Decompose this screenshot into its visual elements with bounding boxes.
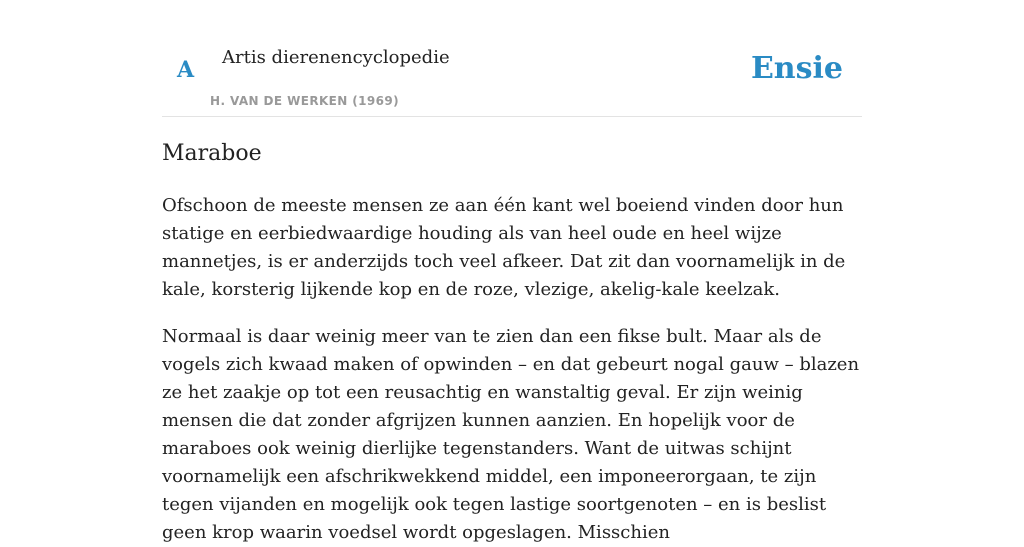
article (162, 138, 872, 547)
source-title[interactable]: Artis dierenencyclopedie (222, 47, 450, 68)
article-paragraph-1: Ofschoon de meeste mensen ze aan één kant wel boeiend vinden door hun statige en eerbiedwaardige houding als van heel oude en heel wijze mannetjes, is er anderzijds toch veel afkeer. Dat zit dan voornamelijk in de kale, korsterig lijkende kop en de roze, vlezige, akelig-kale keelzak. (162, 195, 846, 300)
article-paragraph-2: Normaal is daar weinig meer van te zien dan een fikse bult. Maar als de vogels zich kwaad maken of opwinden – en dat gebeurt nogal gauw – blazen ze het zaakje op tot een reusachtig en wanstaltig geval. Er zijn weinig mensen die dat zonder afgrijzen kunnen aanzien. En hopelijk voor de maraboes ook weinig dierlijke tegenstanders. Want de uitwas schijnt voornamelijk een afschrikwekkend middel, een imponeerorgaan, te zijn tegen vijanden en mogelijk ook tegen lastige soortgenoten – en is beslist geen krop waarin voedsel wordt opgeslagen. Misschien (162, 326, 860, 543)
source-header (162, 0, 862, 117)
index-letter[interactable]: A (177, 57, 195, 83)
brand-logo-link[interactable]: Ensie (750, 51, 843, 86)
article-title: Maraboe (162, 141, 262, 166)
source-author: H. VAN DE WERKEN (1969) (210, 94, 400, 108)
